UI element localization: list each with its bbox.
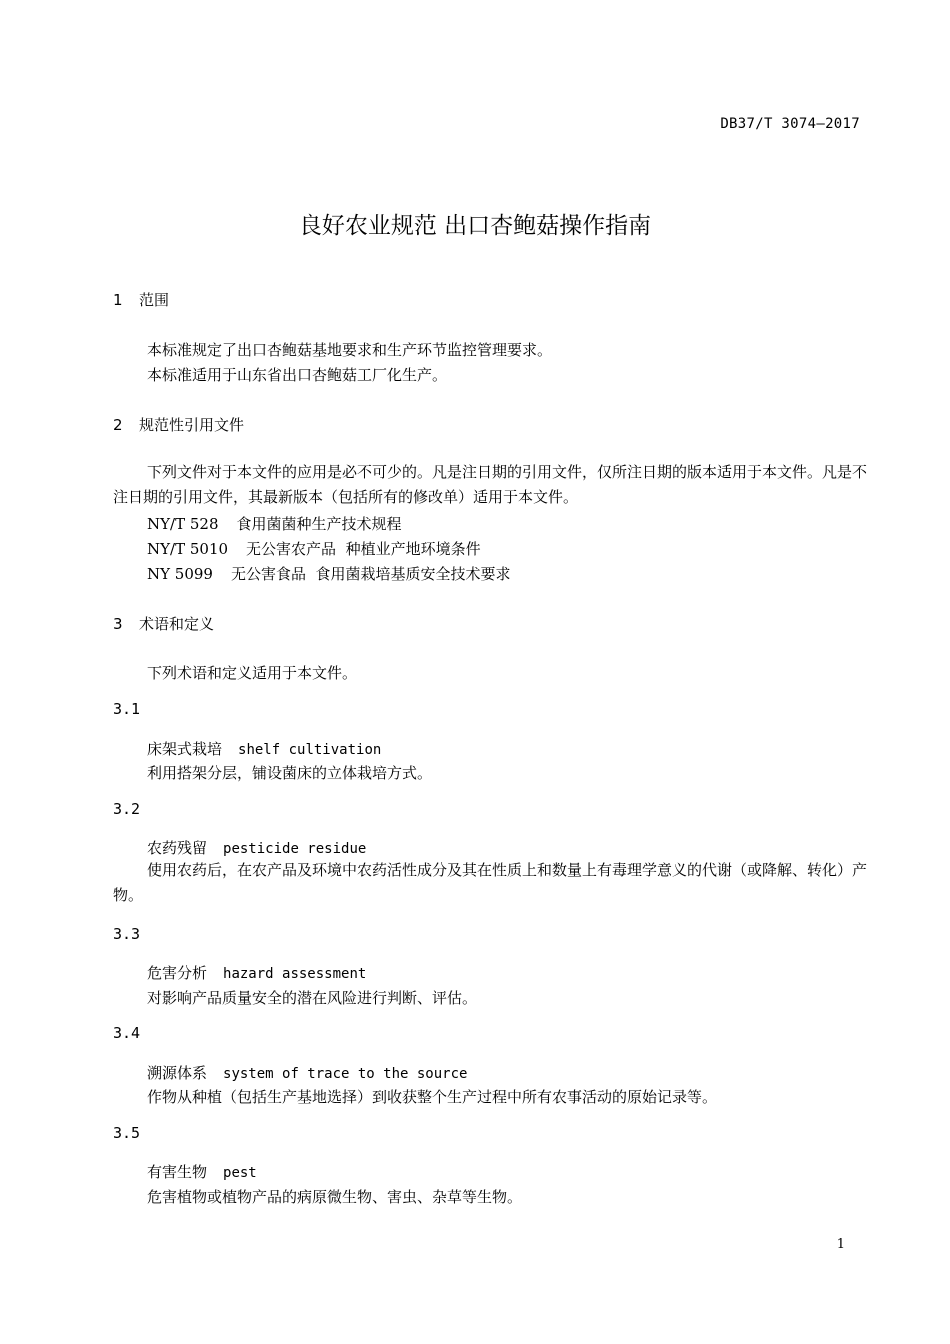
section-heading-2	[113, 414, 244, 435]
term-entry	[147, 738, 381, 759]
section-title: 术语和定义	[139, 615, 215, 633]
term-definition: 危害植物或植物产品的病原微生物、害虫、杂草等生物。	[147, 1188, 523, 1206]
reference-title: 食用菌菌种生产技术规程	[236, 515, 402, 533]
paragraph: 本标准适用于山东省出口杏鲍菇工厂化生产。	[147, 366, 448, 384]
reference-item	[147, 513, 402, 534]
term-definition: 作物从种植（包括生产基地选择）到收获整个生产过程中所有农事活动的原始记录等。	[147, 1088, 718, 1106]
paragraph: 本标准规定了出口杏鲍菇基地要求和生产环节监控管理要求。	[147, 341, 553, 359]
term-entry	[147, 1062, 467, 1083]
page-number: 1	[836, 1237, 845, 1252]
section-number: 2	[113, 416, 123, 434]
section-number: 1	[113, 291, 123, 309]
section-number: 3	[113, 615, 123, 633]
section-heading-1	[113, 289, 169, 310]
reference-code: NY/T 5010	[147, 540, 229, 558]
term-en: system of trace to the source	[223, 1066, 468, 1082]
reference-code: NY/T 528	[147, 515, 219, 533]
paragraph: 下列术语和定义适用于本文件。	[147, 664, 358, 682]
term-zh: 危害分析	[147, 964, 208, 982]
reference-title: 无公害食品 食用菌栽培基质安全技术要求	[230, 565, 511, 583]
reference-item	[147, 563, 511, 584]
section-heading-3	[113, 613, 214, 634]
term-zh: 有害生物	[147, 1163, 208, 1181]
term-number: 3.1	[113, 700, 141, 718]
term-entry	[147, 1161, 257, 1182]
term-entry	[147, 962, 366, 983]
term-en: shelf cultivation	[238, 742, 382, 758]
reference-code: NY 5099	[147, 565, 213, 583]
term-number: 3.4	[113, 1024, 141, 1042]
term-en: pesticide residue	[223, 841, 367, 857]
term-en: pest	[223, 1165, 257, 1181]
reference-title: 无公害农产品 种植业产地环境条件	[246, 540, 481, 558]
term-entry	[147, 837, 366, 858]
document-title: 良好农业规范 出口杏鲍菇操作指南	[298, 213, 652, 239]
term-en: hazard assessment	[223, 966, 367, 982]
term-definition: 使用农药后，在农产品及环境中农药活性成分及其在性质上和数量上有毒理学意义的代谢（或降解、转化）产物。	[113, 861, 868, 904]
term-number: 3.2	[113, 800, 141, 818]
term-zh: 溯源体系	[147, 1064, 208, 1082]
term-zh: 床架式栽培	[147, 740, 223, 758]
standard-code: DB37/T 3074—2017	[720, 116, 860, 132]
term-definition: 对影响产品质量安全的潜在风险进行判断、评估。	[147, 989, 478, 1007]
reference-item	[147, 538, 481, 559]
section-title: 规范性引用文件	[139, 416, 245, 434]
term-number: 3.3	[113, 925, 141, 943]
section-title: 范围	[139, 291, 170, 309]
paragraph: 下列文件对于本文件的应用是必不可少的。凡是注日期的引用文件，仅所注日期的版本适用于本文件。凡是不注日期的引用文件，其最新版本（包括所有的修改单）适用于本文件。	[113, 463, 868, 506]
term-zh: 农药残留	[147, 839, 208, 857]
term-number: 3.5	[113, 1124, 141, 1142]
term-definition: 利用搭架分层，铺设菌床的立体栽培方式。	[147, 764, 433, 782]
